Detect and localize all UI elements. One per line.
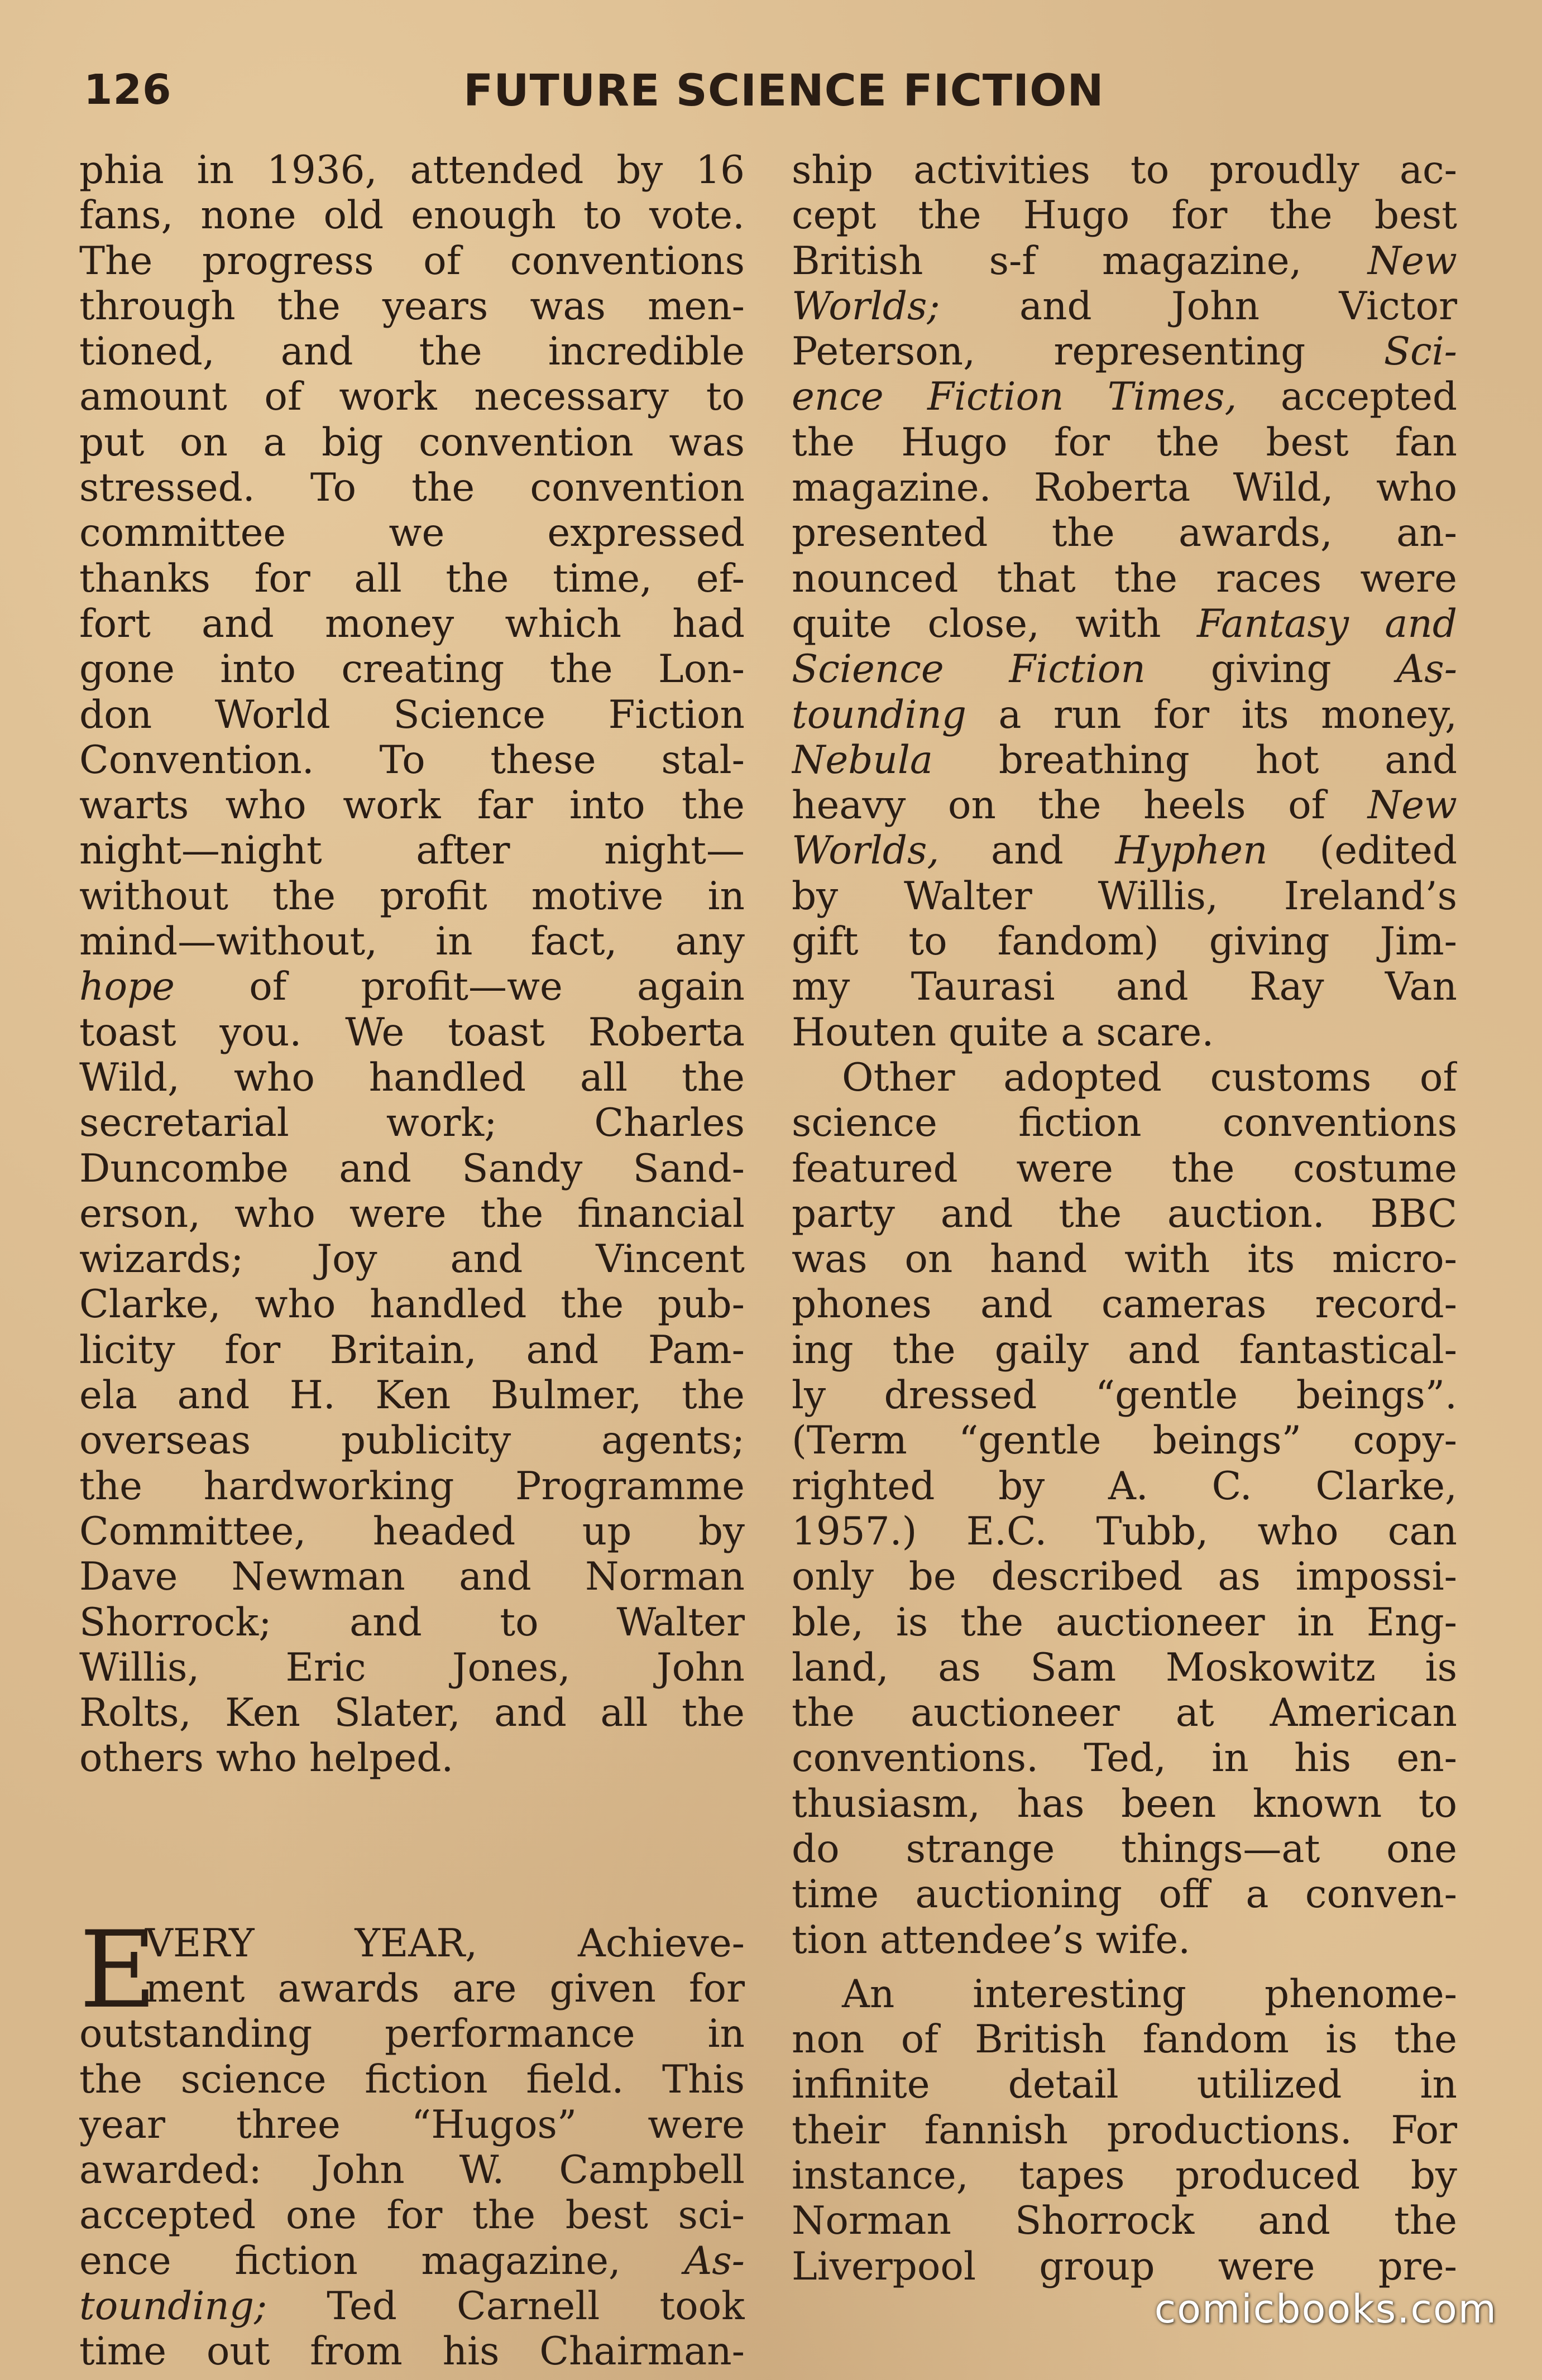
italic-text: hope [79,965,175,1010]
text-line: by Walter Willis, Ireland’s [792,874,1457,919]
text-line: tioned, and the incredible [79,329,745,375]
text-line: fort and money which had [79,601,745,646]
text-line [792,602,1457,647]
paragraph-gap [79,1782,745,1921]
text-line: Shorrock; and to Walter [79,1600,745,1645]
italic-text: Fantasy and [1196,601,1457,646]
text-run: accepted [1237,375,1457,420]
text-line: Willis, Eric Jones, John [79,1645,745,1690]
text-line [79,2239,745,2284]
text-line: stressed. To the convention [79,466,745,511]
text-line: phia in 1936, attended by 16 [79,148,745,193]
text-line: thanks for all the time, ef- [79,556,745,601]
text-line: Liverpool group were pre- [792,2244,1457,2289]
text-line: their fannish productions. For [792,2108,1457,2153]
text-run: and [939,828,1115,874]
text-line: Houten quite a scare. [792,1010,1214,1055]
text-line [792,783,1457,828]
text-line: wizards; Joy and Vincent [79,1237,745,1282]
text-line: the auctioneer at American [792,1691,1457,1736]
text-line: the Hugo for the best fan [792,420,1457,465]
text-line: 1957.) E.C. Tubb, who can [792,1509,1457,1554]
italic-text: Worlds; [792,284,940,329]
watermark: comicbooks.com [1154,2286,1497,2332]
text-line: ble, is the auctioneer in Eng- [792,1600,1457,1645]
text-line: mind—without, in fact, any [79,919,745,965]
text-line: accepted one for the best sci- [79,2193,745,2238]
text-line: VERY YEAR, Achieve- [145,1921,745,1966]
text-line: presented the awards, an- [792,511,1457,556]
paragraph-british-fandom [792,1972,1457,2290]
text-line: my Taurasi and Ray Van [792,965,1457,1010]
page-number: 126 [84,66,172,114]
text-line: warts who work far into the [79,783,745,828]
text-line: time out from his Chairman- [79,2329,745,2374]
text-line: Duncombe and Sandy Sand- [79,1146,745,1191]
text-line: overseas publicity agents; [79,1418,745,1463]
text-line: righted by A. C. Clarke, [792,1463,1457,1509]
text-run: ence fiction magazine, [79,2238,684,2283]
italic-text: Science Fiction [792,647,1146,692]
text-line: fans, none old enough to vote. [79,193,745,238]
text-line: gift to fandom) giving Jim- [792,919,1457,965]
text-line: magazine. Roberta Wild, who [792,466,1457,511]
text-line: Other adopted customs of [842,1055,1457,1100]
paragraph-convention-thanks [79,148,745,1782]
paragraph-hugo-awards [79,1908,745,2375]
italic-text: New [1367,238,1457,284]
text-run: Peterson, representing [792,329,1384,375]
drop-cap: E [79,1908,157,2032]
text-line: secretarial work; Charles [79,1101,745,1146]
text-line: was on hand with its micro- [792,1237,1457,1282]
text-line [792,239,1457,284]
paragraph-gap [792,1963,1457,1972]
text-line: put on a big convention was [79,420,745,465]
text-run: heavy on the heels of [792,783,1368,828]
text-line: science fiction conventions [792,1101,1457,1146]
text-line: amount of work necessary to [79,375,745,420]
text-line: committee we expressed [79,511,745,556]
text-line: Dave Newman and Norman [79,1554,745,1600]
text-line: only be described as impossi- [792,1554,1457,1600]
italic-text: tounding [792,692,966,737]
text-line: licity for Britain, and Pam- [79,1327,745,1373]
text-line: featured were the costume [792,1146,1457,1191]
text-line: Norman Shorrock and the [792,2199,1457,2244]
text-line: Convention. To these stal- [79,737,745,783]
text-line: don World Science Fiction [79,692,745,737]
text-line: land, as Sam Moskowitz is [792,1645,1457,1690]
text-line: the hardworking Programme [79,1463,745,1509]
italic-text: tounding; [79,2284,267,2329]
text-line: without the profit motive in [79,874,745,919]
text-line: conventions. Ted, in his en- [792,1736,1457,1781]
text-line [79,2284,745,2329]
text-line: nounced that the races were [792,556,1457,601]
text-run: and John Victor [940,284,1457,329]
text-line: thusiasm, has been known to [792,1781,1457,1826]
text-run: a run for its money, [966,692,1457,737]
text-run: (edited [1267,828,1457,874]
text-line: ela and H. Ken Bulmer, the [79,1373,745,1418]
italic-text: Nebula [792,737,933,783]
text-line: infinite detail utilized in [792,2062,1457,2108]
text-line [792,284,1457,329]
text-line: others who helped. [79,1736,454,1781]
text-line: instance, tapes produced by [792,2153,1457,2199]
italic-text: Sci- [1383,329,1457,375]
text-line: awarded: John W. Campbell [79,2148,745,2193]
text-line [792,693,1457,738]
text-line: ly dressed “gentle beings”. [792,1373,1457,1418]
italic-text: Worlds, [792,828,940,874]
text-line: party and the auction. BBC [792,1191,1457,1236]
text-line [792,375,1457,420]
italic-text: New [1367,783,1457,828]
text-line: ment awards are given for [145,1966,745,2011]
text-line: erson, who were the financial [79,1191,745,1236]
text-line [792,738,1457,783]
paragraph-customs [792,1055,1457,1963]
text-line [792,828,1457,874]
text-line: through the years was men- [79,284,745,329]
text-line: cept the Hugo for the best [792,193,1457,238]
text-line: phones and cameras record- [792,1282,1457,1327]
italic-text: As- [684,2238,745,2283]
text-line: ship activities to proudly ac- [792,148,1457,193]
text-run: British s-f magazine, [792,238,1368,284]
text-line: year three “Hugos” were [79,2102,745,2147]
text-line [792,329,1457,375]
left-column [79,148,745,2375]
text-run: giving [1145,647,1397,692]
italic-text: Hyphen [1115,828,1268,874]
text-line: toast you. We toast Roberta [79,1010,745,1055]
text-line [792,647,1457,692]
text-line: The progress of conventions [79,238,745,284]
text-line: gone into creating the Lon- [79,647,745,692]
text-line: night—night after night— [79,828,745,874]
right-column [792,148,1457,2290]
text-line: outstanding performance in [79,2012,745,2057]
text-line: time auctioning off a conven- [792,1872,1457,1917]
text-line: tion attendee’s wife. [792,1917,1191,1962]
page-header [84,66,1458,127]
text-line: An interesting phenome- [842,1971,1457,2017]
running-head: FUTURE SCIENCE FICTION [463,66,1104,116]
text-line: the science fiction field. This [79,2057,745,2102]
text-line: ing the gaily and fantastical- [792,1327,1457,1373]
italic-text: As- [1396,647,1457,692]
text-run: quite close, with [792,601,1197,646]
text-run: Ted Carnell took [267,2284,745,2329]
text-line [79,965,745,1010]
paragraph-hugo-continued [792,148,1457,1055]
italic-text: ence Fiction Times, [792,375,1237,420]
text-run: breathing hot and [933,737,1457,783]
text-line: non of British fandom is the [792,2017,1457,2062]
text-line: Committee, headed up by [79,1509,745,1554]
text-line: Wild, who handled all the [79,1055,745,1100]
text-run: of profit—we again [174,965,745,1010]
text-line: (Term “gentle beings” copy- [792,1418,1457,1463]
text-line: Rolts, Ken Slater, and all the [79,1691,745,1736]
text-line: Clarke, who handled the pub- [79,1282,745,1327]
text-line: do strange things—at one [792,1826,1457,1872]
